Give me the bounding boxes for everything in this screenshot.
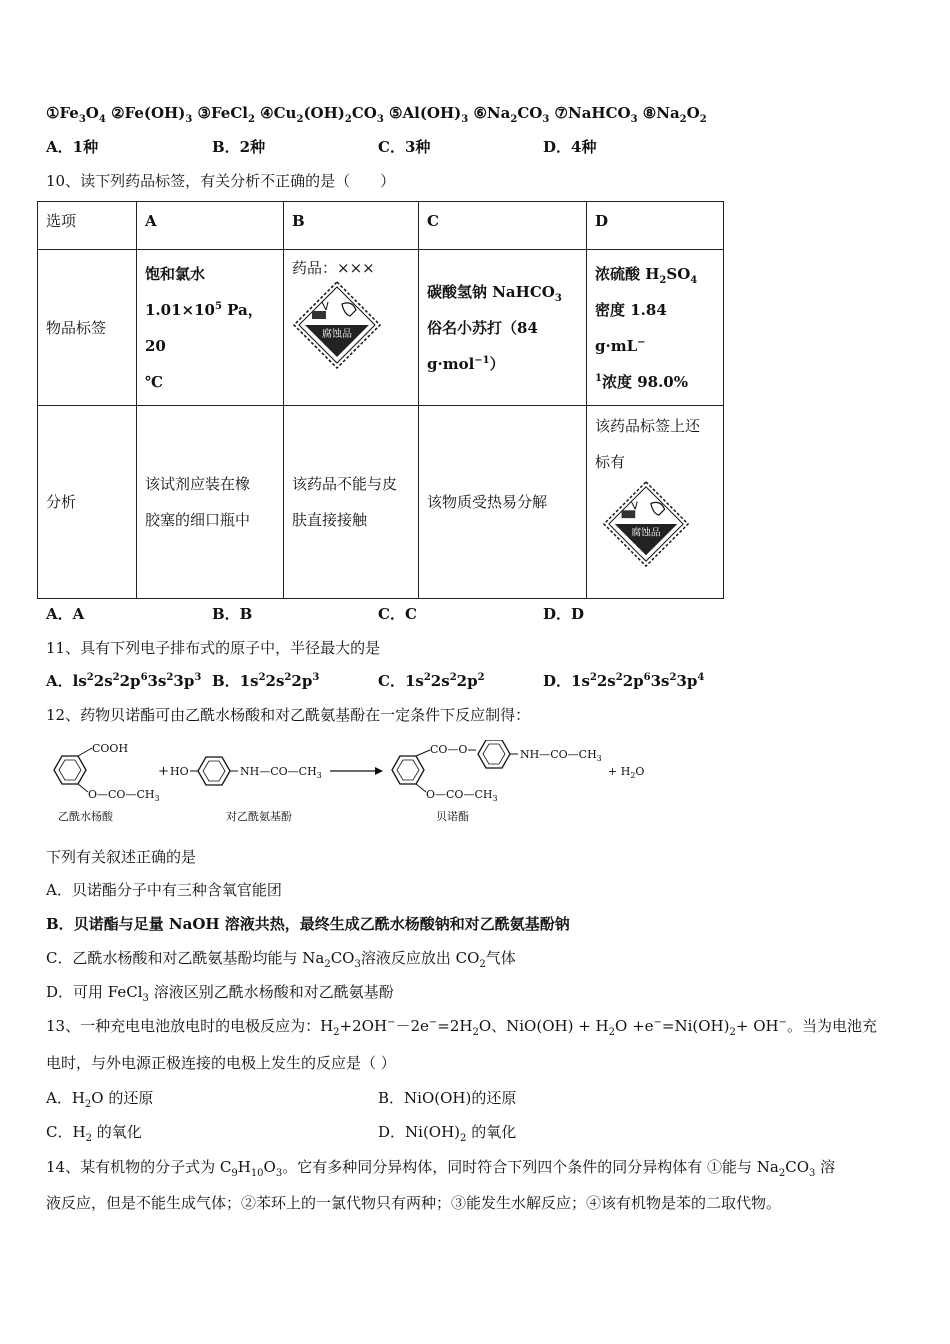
q10-a-analysis: 该试剂应装在橡 胶塞的细口瓶中: [137, 406, 284, 599]
corrosive-hazard-icon: [601, 480, 691, 568]
q11-option-d: D．$1s^22s^22p^63s^23p^4$: [543, 672, 705, 690]
q13-option-c: C．$H_2$ 的氧化: [46, 1123, 142, 1144]
q10-c-label: 碳酸氢钠 NaHCO$_3$ 俗名小苏打（84 g·mol$^{-1}$）: [419, 250, 587, 406]
q11-option-a: A．$ls^22s^22p^63s^23p^3$: [46, 672, 202, 690]
q10-option-d: D．D: [543, 605, 585, 623]
q10-d-analysis: 该药品标签上还 标有 腐蚀品: [587, 406, 724, 599]
q12-option-a: A．贝诺酯分子中有三种含氧官能团: [46, 881, 282, 899]
q13-option-a: A．$H_2O$ 的还原: [46, 1089, 154, 1110]
q12-option-d: D．可用 FeCl$_3$ 溶液区别乙酰水杨酸和对乙酰氨基酚: [46, 983, 394, 1004]
q13-stem-line2: 电时，与外电源正极连接的电极上发生的反应是（ ）: [46, 1054, 396, 1072]
q13-option-b: B．NiO(OH)的还原: [378, 1089, 517, 1107]
q10-a-label: 饱和氯水 $1.01\times 10^5$ Pa，20 ℃: [137, 250, 284, 406]
q10-header-option: 选项: [38, 202, 137, 250]
svg-text:NH—CO—CH3: $NH—CO—CH_3$: [520, 748, 602, 763]
svg-text:COOH: COOH: [92, 742, 129, 755]
svg-text:乙酰水杨酸: 乙酰水杨酸: [58, 810, 113, 823]
svg-text:+: +: [158, 764, 169, 779]
q9-items: $①Fe_3O_4$ $②Fe(OH)_3$ ③FeCl$_2$ $④Cu_2(OH)_2CO_3$ $⑤Al(OH)_3$ $⑥Na_2CO_3$ ⑦NaHCO$_3$ $⑧Na_2O_2$: [46, 104, 707, 125]
q13-option-d: D．$Ni(OH)_2$ 的氧化: [378, 1123, 517, 1144]
q12-prompt: 下列有关叙述正确的是: [46, 848, 197, 866]
q11-option-c: C．$1s^22s^22p^2$: [378, 672, 485, 690]
svg-text:贝诺酯: 贝诺酯: [436, 810, 469, 823]
q10-row-label-tag: 物品标签: [38, 250, 137, 406]
q10-label-table: [37, 201, 724, 599]
svg-text:NH—CO—CH3: $NH—CO—CH_3$: [240, 765, 322, 780]
q9-option-d: D．4种: [543, 138, 597, 156]
q10-option-b: B．B: [212, 605, 253, 623]
q10-header-d: D: [587, 202, 724, 250]
svg-text:CO—O: CO—O: [430, 743, 468, 756]
svg-text:+ H2O: + $H_2O$: [608, 765, 645, 780]
q10-c-analysis: 该物质受热易分解: [419, 406, 587, 599]
q12-option-b: B．贝诺酯与足量 NaOH 溶液共热，最终生成乙酰水杨酸钠和对乙酰氨基酚钠: [46, 915, 570, 933]
q10-header-b: B: [284, 202, 419, 250]
q11-stem: 11、具有下列电子排布式的原子中，半径最大的是: [46, 639, 381, 657]
q9-option-c: C．3种: [378, 138, 431, 156]
q10-option-a: A．A: [46, 605, 85, 623]
q10-b-label: 药品：××× 腐蚀品: [284, 250, 419, 406]
svg-text:腐蚀品: 腐蚀品: [631, 527, 661, 539]
q14-stem-line2: 液反应，但是不能生成气体；②苯环上的一氯代物只有两种；③能发生水解反应；④该有机物是苯的二取代物。: [46, 1194, 782, 1212]
q10-stem: 10、读下列药品标签，有关分析不正确的是（ ）: [46, 172, 396, 190]
q9-option-a: A．1种: [46, 138, 99, 156]
svg-text:HO: HO: [170, 765, 189, 778]
q9-option-b: B．2种: [212, 138, 266, 156]
q10-row-analysis-tag: 分析: [38, 406, 137, 599]
q10-b-analysis: 该药品不能与皮 肤直接接触: [284, 406, 419, 599]
q12-reaction-scheme: [40, 740, 660, 826]
q10-header-c: C: [419, 202, 587, 250]
q12-option-c: C．乙酰水杨酸和对乙酰氨基酚均能与 $Na_2CO_3$溶液反应放出 $CO_2$气体: [46, 949, 516, 970]
q10-header-a: A: [137, 202, 284, 250]
q12-stem: 12、药物贝诺酯可由乙酰水杨酸和对乙酰氨基酚在一定条件下反应制得：: [46, 706, 531, 724]
q10-option-c: C．C: [378, 605, 417, 623]
svg-text:O—CO—CH3: $O—CO—CH_3$: [88, 788, 160, 803]
q11-option-b: B．$1s^22s^22p^3$: [212, 672, 320, 690]
q10-d-label: 浓硫酸 $H_2SO_4$ 密度 1.84 g·mL− $^1$浓度 98.0%: [587, 250, 724, 406]
q14-stem-line1: 14、某有机物的分子式为 $C_9H_{10}O_3$。它有多种同分异构体，同时符合下列四个条件的同分异构体有 ①能与 $Na_2CO_3$ 溶: [46, 1158, 836, 1179]
svg-text:腐蚀品: 腐蚀品: [322, 329, 352, 340]
svg-text:O—CO—CH3: $O—CO—CH_3$: [426, 788, 498, 803]
svg-text:对乙酰氨基酚: 对乙酰氨基酚: [226, 810, 292, 823]
corrosive-hazard-icon: [292, 280, 382, 370]
q13-stem-line1: 13、一种充电电池放电时的电极反应为：$H_2+2OH^--2e^-=2H_2O$、$NiO(OH) + H_2O +e^-=Ni(OH)_2+ OH^-$。当为电池充: [46, 1017, 877, 1038]
